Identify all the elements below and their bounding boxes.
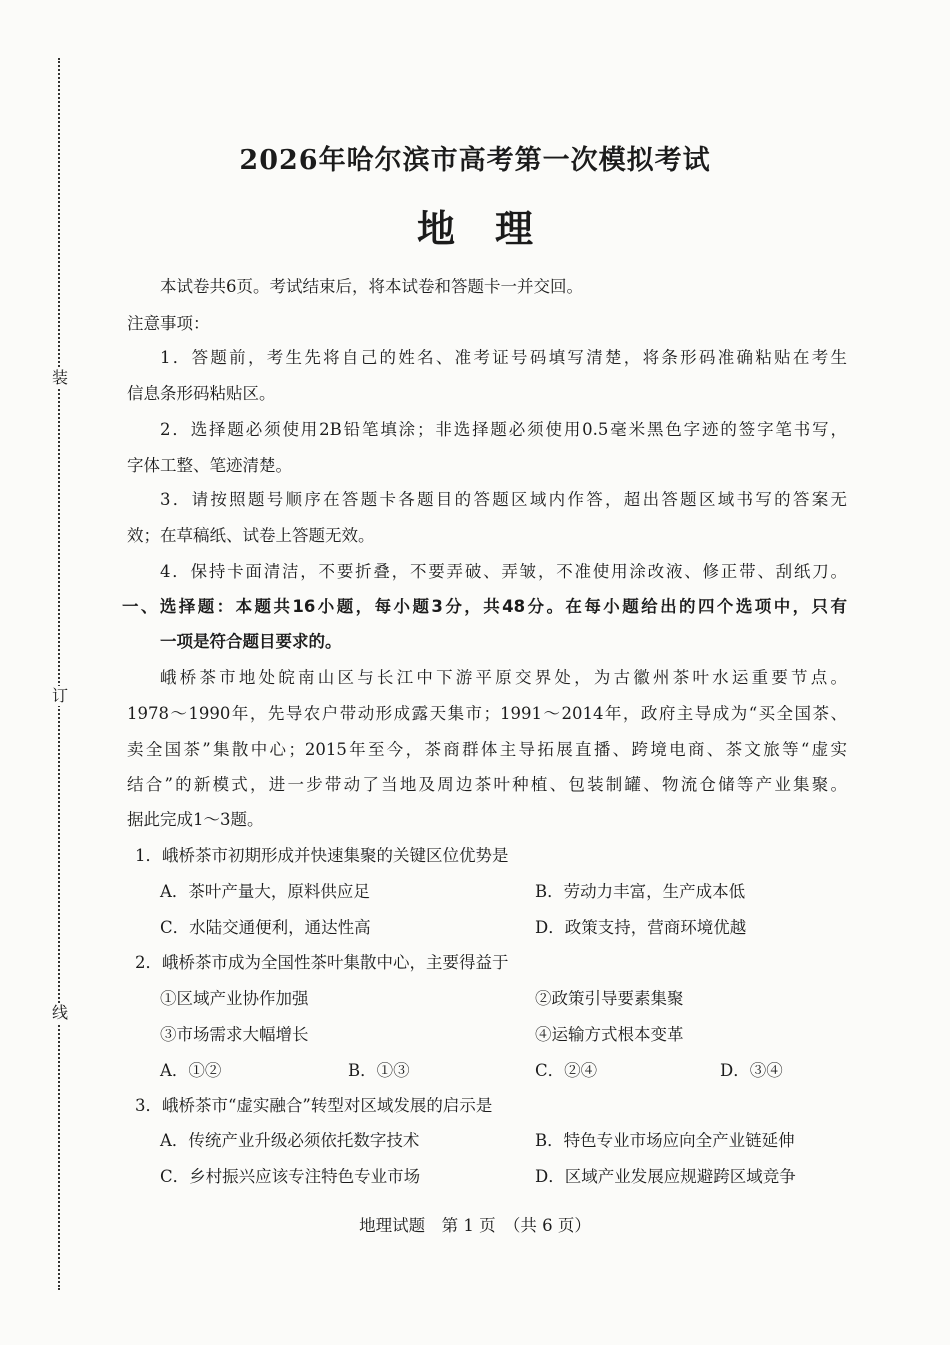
binding-mark-zhuang: 装 bbox=[51, 368, 68, 387]
q1-option-b: B．劳动力丰富，生产成本低 bbox=[535, 882, 746, 901]
q2-option-d: D．③④ bbox=[720, 1061, 783, 1080]
q2-statement-3: ③市场需求大幅增长 bbox=[160, 1025, 309, 1044]
page-footer: 地理试题 第 1 页 （共 6 页） bbox=[359, 1216, 591, 1235]
notice-2-line-1: 2．选择题必须使用2B铅笔填涂；非选择题必须使用0.5毫米黑色字迹的签字笔书写， bbox=[160, 420, 847, 439]
q3-option-b: B．特色专业市场应向全产业链延伸 bbox=[535, 1131, 795, 1150]
q1-option-c: C．水陆交通便利，通达性高 bbox=[160, 918, 371, 937]
q2-statement-4: ④运输方式根本变革 bbox=[535, 1025, 684, 1044]
exam-title: 2026年哈尔滨市高考第一次模拟考试 bbox=[239, 145, 711, 176]
passage-line-2: 1978～1990年，先导农户带动形成露天集市；1991～2014年，政府主导成为“买全国茶、 bbox=[127, 704, 847, 723]
notice-1-line-2: 信息条形码粘贴区。 bbox=[127, 384, 276, 403]
intro-text: 本试卷共6页。考试结束后，将本试卷和答题卡一并交回。 bbox=[160, 277, 583, 296]
notice-3-line-1: 3．请按照题号顺序在答题卡各题目的答题区域内作答，超出答题区域书写的答案无 bbox=[160, 490, 847, 509]
notice-heading: 注意事项： bbox=[127, 314, 210, 333]
notice-4: 4．保持卡面清洁，不要折叠，不要弄破、弄皱，不准使用涂改液、修正带、刮纸刀。 bbox=[160, 562, 847, 581]
q2-stem: 2．峨桥茶市成为全国性茶叶集散中心，主要得益于 bbox=[135, 953, 509, 972]
binding-mark-xian: 线 bbox=[51, 1003, 68, 1022]
binding-mark-ding: 订 bbox=[51, 686, 68, 705]
q2-option-c: C．②④ bbox=[535, 1061, 598, 1080]
section-1-heading-cont: 一项是符合题目要求的。 bbox=[160, 632, 342, 651]
subject-title: 地理 bbox=[416, 206, 573, 251]
q3-option-d: D．区域产业发展应规避跨区域竞争 bbox=[535, 1167, 796, 1186]
passage-line-5: 据此完成1～3题。 bbox=[127, 810, 264, 829]
q3-option-c: C．乡村振兴应该专注特色专业市场 bbox=[160, 1167, 421, 1186]
notice-1-line-1: 1．答题前，考生先将自己的姓名、准考证号码填写清楚，将条形码准确粘贴在考生 bbox=[160, 348, 847, 367]
passage-line-4: 结合”的新模式，进一步带动了当地及周边茶叶种植、包装制罐、物流仓储等产业集聚。 bbox=[127, 775, 847, 794]
q2-statement-1: ①区域产业协作加强 bbox=[160, 989, 309, 1008]
q2-statement-2: ②政策引导要素集聚 bbox=[535, 989, 684, 1008]
q1-option-a: A．茶叶产量大，原料供应足 bbox=[160, 882, 370, 901]
q1-stem: 1．峨桥茶市初期形成并快速集聚的关键区位优势是 bbox=[135, 846, 509, 865]
q2-option-b: B．①③ bbox=[348, 1061, 410, 1080]
section-1-heading: 一、选择题：本题共16小题，每小题3分，共48分。在每小题给出的四个选项中，只有 bbox=[122, 597, 847, 616]
notice-2-line-2: 字体工整、笔迹清楚。 bbox=[127, 456, 292, 475]
passage-line-3: 卖全国茶”集散中心；2015年至今，茶商群体主导拓展直播、跨境电商、茶文旅等“虚实 bbox=[127, 740, 847, 759]
q1-option-d: D．政策支持，营商环境优越 bbox=[535, 918, 747, 937]
q3-stem: 3．峨桥茶市“虚实融合”转型对区域发展的启示是 bbox=[135, 1096, 493, 1115]
q3-option-a: A．传统产业升级必须依托数字技术 bbox=[160, 1131, 420, 1150]
q2-option-a: A．①② bbox=[160, 1061, 222, 1080]
passage-line-1: 峨桥茶市地处皖南山区与长江中下游平原交界处，为古徽州茶叶水运重要节点。 bbox=[160, 668, 847, 687]
notice-3-line-2: 效；在草稿纸、试卷上答题无效。 bbox=[127, 526, 375, 545]
